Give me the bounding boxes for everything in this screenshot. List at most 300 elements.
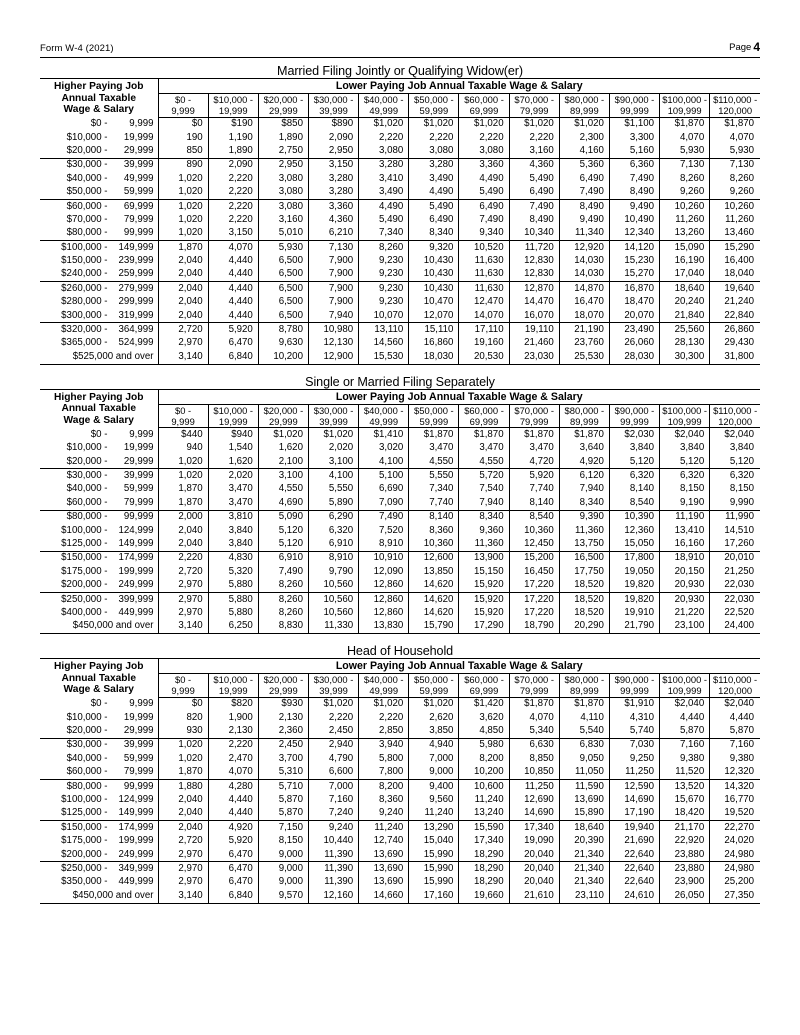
table-banner-row — [40, 659, 760, 674]
table-cell-value: 19,820 — [609, 592, 659, 606]
table-cell-value: 2,040 — [158, 255, 208, 268]
table-cell-value: $2,030 — [609, 428, 659, 442]
row-bracket-upper: 99,999 — [123, 780, 154, 792]
bracket-upper: 9,999 — [171, 415, 195, 427]
table-cell-value: 19,160 — [459, 337, 509, 350]
row-bracket-upper: 19,999 — [123, 442, 154, 454]
table-cell-value: 7,130 — [729, 159, 755, 171]
bracket-lower: $30,000 - — [313, 674, 354, 686]
table-cell-value: 3,850 — [409, 724, 459, 738]
row-header-bracket — [40, 199, 158, 213]
table-cell-value: 3,150 — [308, 158, 358, 172]
table-cell-value: 2,720 — [158, 565, 208, 578]
table-cell-value: 940 — [158, 442, 208, 455]
table-cell-value: 23,880 — [660, 862, 710, 876]
table-cell-value: 8,780 — [258, 323, 308, 337]
table-cell-value: 19,110 — [509, 323, 559, 337]
table-cell-value: 7,900 — [308, 268, 358, 282]
table-cell-value: 21,460 — [509, 337, 559, 350]
table-cell-value: 25,560 — [660, 323, 710, 337]
table-cell-value: 12,860 — [359, 606, 409, 619]
table-cell-value: 4,490 — [359, 199, 409, 213]
table-cell-value: 10,260 — [724, 200, 755, 212]
column-header-bracket — [559, 94, 609, 118]
table-row — [40, 835, 760, 848]
table-cell-value: 22,640 — [609, 848, 659, 862]
table-cell-value: 20,150 — [660, 565, 710, 578]
column-header-bracket — [308, 94, 358, 118]
table-cell-value: $2,040 — [724, 428, 755, 440]
bracket-lower: $80,000 - — [564, 404, 605, 416]
table-cell-value: 3,080 — [258, 172, 308, 185]
table-cell-value: 5,870 — [660, 724, 710, 738]
table-cell-value: 930 — [158, 724, 208, 738]
table-cell-value: $1,020 — [359, 697, 409, 711]
table-cell-value: 18,040 — [710, 268, 760, 282]
wage-bracket-table — [40, 644, 760, 903]
table-cell-value: 1,020 — [158, 172, 208, 185]
bracket-lower: $70,000 - — [514, 674, 554, 686]
row-bracket-lower: $100,000 - — [61, 794, 108, 805]
bracket-upper: 59,999 — [419, 415, 449, 427]
table-cell-value: 9,490 — [609, 199, 659, 213]
table-cell-value: 15,790 — [409, 620, 459, 634]
table-cell-value: $2,040 — [660, 697, 710, 711]
table-cell-value: 15,920 — [459, 592, 509, 606]
table-cell-value: 1,020 — [158, 738, 208, 752]
table-cell-value: 12,340 — [609, 227, 659, 241]
table-cell-value: 6,470 — [208, 862, 258, 876]
table-cell-value: 13,520 — [660, 780, 710, 794]
row-bracket-upper: 449,999 — [118, 606, 154, 618]
table-cell-value: 16,070 — [509, 309, 559, 323]
row-header-bracket — [40, 350, 158, 364]
table-cell-value: 10,850 — [509, 766, 559, 780]
table-cell-value: 18,290 — [459, 862, 509, 876]
table-cell-value: 3,020 — [359, 442, 409, 455]
row-bracket-lower: $0 - — [90, 428, 108, 440]
table-cell-value: 7,030 — [609, 738, 659, 752]
row-bracket-label: $450,000 and over — [72, 889, 154, 901]
table-cell-value: 8,360 — [409, 524, 459, 537]
bracket-upper: 49,999 — [369, 685, 399, 697]
table-cell-value: 20,010 — [724, 552, 755, 564]
table-cell-value: 11,050 — [559, 766, 609, 780]
table-cell-value: 4,690 — [258, 496, 308, 510]
row-bracket-upper: 29,999 — [123, 144, 154, 156]
table-cell-value: $1,020 — [258, 428, 308, 442]
table-row — [40, 282, 760, 296]
page-label: Page — [729, 42, 752, 53]
row-bracket-upper: 124,999 — [118, 524, 154, 536]
table-cell-value: 9,260 — [660, 186, 710, 200]
table-cell-value: 7,160 — [308, 793, 358, 806]
bracket-upper: 19,999 — [218, 105, 248, 117]
table-cell-value: 9,230 — [359, 296, 409, 309]
table-cell-value: 15,990 — [409, 862, 459, 876]
row-bracket-lower: $150,000 - — [61, 552, 108, 564]
table-cell-value: 21,170 — [660, 821, 710, 835]
bracket-upper: 19,999 — [218, 685, 248, 697]
row-bracket-upper: 199,999 — [118, 835, 154, 847]
table-cell-value: 8,260 — [660, 172, 710, 185]
table-cell-value: 23,100 — [660, 620, 710, 634]
table-row — [40, 323, 760, 337]
table-cell-value: 2,470 — [208, 752, 258, 765]
row-axis-header-line-1: Higher Paying Job — [54, 661, 144, 673]
table-cell-value: 15,150 — [459, 565, 509, 578]
table-cell-value: 14,120 — [609, 241, 659, 255]
bracket-lower: $60,000 - — [464, 94, 504, 105]
row-bracket-upper: 99,999 — [123, 511, 154, 523]
bracket-upper: 89,999 — [569, 415, 599, 427]
bracket-lower: $110,000 - — [713, 674, 758, 686]
table-cell-value: 2,220 — [208, 199, 258, 213]
table-cell-value: 3,470 — [459, 442, 509, 455]
column-header-bracket — [459, 674, 509, 698]
table-cell-value: 19,520 — [710, 807, 760, 821]
row-bracket-lower: $30,000 - — [66, 739, 108, 751]
table-cell-value: 2,720 — [158, 835, 208, 848]
table-cell-value: 13,110 — [359, 323, 409, 337]
table-cell-value: 4,550 — [409, 455, 459, 469]
row-bracket-lower: $280,000 - — [61, 296, 108, 308]
column-axis-header: Lower Paying Job Annual Taxable Wage & Salary — [158, 79, 760, 94]
table-cell-value: 18,640 — [559, 821, 609, 835]
table-cell-value: 13,690 — [559, 793, 609, 806]
table-cell-value: 21,790 — [609, 620, 659, 634]
table-cell-value: 5,710 — [258, 780, 308, 794]
row-bracket-lower: $150,000 - — [61, 255, 108, 267]
table-cell-value: 9,560 — [409, 793, 459, 806]
row-bracket-upper: 39,999 — [123, 739, 154, 751]
table-cell-value: 11,360 — [459, 537, 509, 551]
row-header-bracket — [40, 697, 158, 711]
table-cell-value: $1,870 — [559, 428, 609, 442]
table-cell-value: 3,280 — [308, 172, 358, 185]
row-bracket-lower: $20,000 - — [66, 725, 108, 737]
row-axis-header-line-2: Annual Taxable — [61, 92, 137, 104]
table-cell-value: 16,770 — [724, 794, 754, 805]
bracket-lower: $0 - — [175, 94, 192, 105]
table-cell-value: 8,540 — [609, 496, 659, 510]
table-cell-value: $1,020 — [459, 117, 509, 131]
table-cell-value: 2,220 — [359, 131, 409, 144]
table-cell-value: 4,920 — [208, 821, 258, 835]
bracket-upper: 79,999 — [519, 415, 549, 427]
table-cell-value: 2,620 — [409, 711, 459, 724]
form-identifier: Form W-4 (2021) — [40, 43, 114, 54]
row-header-bracket — [40, 889, 158, 903]
table-cell-value: 9,000 — [258, 848, 308, 862]
table-cell-value: 3,470 — [509, 442, 559, 455]
table-cell-value: 12,690 — [509, 793, 559, 806]
table-cell-value: 2,040 — [158, 309, 208, 323]
table-cell-value: 17,220 — [509, 579, 559, 593]
tax-table-2 — [40, 375, 760, 634]
table-cell-value: 7,540 — [459, 483, 509, 496]
table-cell-value: 3,140 — [158, 350, 208, 364]
table-cell-value: 2,040 — [158, 524, 208, 537]
table-cell-value: 5,870 — [258, 807, 308, 821]
row-header-bracket — [40, 172, 158, 185]
table-cell-value: 17,190 — [609, 807, 659, 821]
table-cell-value: 21,340 — [559, 876, 609, 889]
table-cell-value: 11,330 — [308, 620, 358, 634]
row-header-bracket — [40, 537, 158, 551]
table-cell-value: 8,150 — [729, 483, 755, 495]
table-cell-value: 7,490 — [258, 565, 308, 578]
table-cell-value: 14,870 — [559, 282, 609, 296]
table-row — [40, 862, 760, 876]
row-header-bracket — [40, 268, 158, 282]
table-cell-value: 7,150 — [258, 821, 308, 835]
bracket-lower: $100,000 - — [662, 404, 708, 416]
table-cell-value: 6,290 — [308, 510, 358, 524]
table-cell-value: 20,390 — [559, 835, 609, 848]
table-cell-value: 6,840 — [208, 889, 258, 903]
table-cell-value: 6,320 — [609, 469, 659, 483]
table-cell-value: 17,220 — [509, 606, 559, 619]
table-cell-value: 10,470 — [409, 296, 459, 309]
table-cell-value: 24,980 — [710, 848, 760, 862]
bracket-upper: 39,999 — [319, 415, 348, 427]
table-cell-value: 17,160 — [409, 889, 459, 903]
row-bracket-upper: 524,999 — [118, 337, 154, 349]
bracket-lower: $50,000 - — [414, 404, 454, 416]
table-cell-value: 2,970 — [158, 862, 208, 876]
row-bracket-upper: 249,999 — [118, 579, 154, 591]
table-cell-value: 24,400 — [710, 620, 760, 634]
table-cell-value: 5,120 — [609, 455, 659, 469]
row-axis-header — [40, 79, 158, 118]
table-cell-value: 20,040 — [509, 848, 559, 862]
table-cell-value: 17,340 — [509, 821, 559, 835]
table-row — [40, 510, 760, 524]
table-cell-value: $1,020 — [559, 117, 609, 131]
table-cell-value: 4,070 — [660, 131, 710, 144]
table-cell-value: 2,950 — [258, 158, 308, 172]
row-axis-header-line-1: Higher Paying Job — [54, 81, 144, 93]
column-header-bracket — [409, 674, 459, 698]
table-row — [40, 724, 760, 738]
table-cell-value: 11,990 — [725, 511, 755, 523]
row-bracket-upper: 49,999 — [123, 172, 154, 184]
row-bracket-lower: $80,000 - — [66, 780, 108, 792]
table-cell-value: 11,590 — [559, 780, 609, 794]
bracket-lower: $0 - — [175, 404, 192, 416]
table-cell-value: 4,310 — [609, 711, 659, 724]
row-bracket-lower: $20,000 - — [66, 144, 108, 156]
table-cell-value: 10,440 — [308, 835, 358, 848]
table-cell-value: 5,920 — [208, 835, 258, 848]
row-header-bracket — [40, 309, 158, 323]
bracket-lower: $70,000 - — [514, 94, 554, 105]
table-cell-value: 4,440 — [208, 807, 258, 821]
bracket-upper: 29,999 — [269, 105, 298, 117]
table-cell-value: 5,890 — [308, 496, 358, 510]
row-bracket-upper: 149,999 — [118, 807, 154, 819]
table-cell-value: 15,920 — [459, 579, 509, 593]
table-cell-value: 13,690 — [359, 862, 409, 876]
wage-bracket-table — [40, 64, 760, 365]
table-cell-value: 8,490 — [509, 213, 559, 226]
table-cell-value: 4,070 — [729, 131, 755, 143]
table-cell-value: 3,410 — [359, 172, 409, 185]
table-cell-value: 2,220 — [208, 186, 258, 200]
table-cell-value: 12,830 — [509, 255, 559, 268]
table-cell-value: 3,360 — [308, 199, 358, 213]
row-bracket-upper: 449,999 — [118, 876, 154, 888]
table-cell-value: 5,310 — [258, 766, 308, 780]
table-cell-value: 7,000 — [308, 780, 358, 794]
table-cell-value: 4,360 — [308, 213, 358, 226]
table-cell-value: 17,260 — [710, 537, 760, 551]
row-bracket-upper: 239,999 — [118, 255, 154, 267]
table-row — [40, 620, 760, 634]
table-cell-value: 10,430 — [409, 282, 459, 296]
table-cell-value: 24,610 — [609, 889, 659, 903]
bracket-upper: 9,999 — [171, 685, 195, 697]
bracket-upper: 99,999 — [620, 685, 649, 697]
table-cell-value: 1,020 — [158, 213, 208, 226]
row-bracket-lower: $40,000 - — [66, 752, 108, 764]
table-cell-value: 12,900 — [308, 350, 358, 364]
table-cell-value: 4,490 — [409, 186, 459, 200]
table-cell-value: 6,490 — [459, 199, 509, 213]
bracket-lower: $90,000 - — [614, 94, 655, 105]
bracket-lower: $100,000 - — [662, 94, 708, 105]
table-cell-value: 8,340 — [459, 510, 509, 524]
table-cell-value: 3,280 — [359, 158, 409, 172]
table-cell-value: 7,490 — [609, 172, 659, 185]
row-bracket-lower: $10,000 - — [66, 442, 108, 454]
table-cell-value: 11,340 — [559, 227, 609, 241]
table-cell-value: 3,620 — [459, 711, 509, 724]
table-cell-value: 1,870 — [158, 496, 208, 510]
table-cell-value: 2,020 — [308, 442, 358, 455]
bracket-upper: 29,999 — [269, 415, 298, 427]
table-cell-value: 7,160 — [729, 739, 754, 751]
column-header-bracket — [710, 674, 760, 698]
table-cell-value: 3,490 — [359, 186, 409, 200]
table-cell-value: 6,250 — [208, 620, 258, 634]
table-row — [40, 131, 760, 144]
table-cell-value: $1,870 — [559, 697, 609, 711]
table-cell-value: 1,890 — [258, 131, 308, 144]
table-cell-value: $2,040 — [724, 698, 754, 710]
table-cell-value: 11,260 — [725, 213, 755, 225]
table-cell-value: 3,360 — [459, 158, 509, 172]
table-cell-value: 15,040 — [409, 835, 459, 848]
table-cell-value: 21,340 — [559, 862, 609, 876]
row-axis-header-line-3: Wage & Salary — [63, 684, 134, 696]
table-cell-value: 190 — [158, 131, 208, 144]
bracket-upper: 89,999 — [569, 685, 599, 697]
row-bracket-upper: 319,999 — [118, 309, 154, 321]
table-cell-value: 7,740 — [509, 483, 559, 496]
table-cell-value: 20,070 — [609, 309, 659, 323]
table-cell-value: 5,930 — [710, 144, 760, 158]
table-cell-value: 23,490 — [609, 323, 659, 337]
column-header-bracket — [359, 94, 409, 118]
table-cell-value: 17,220 — [509, 592, 559, 606]
table-cell-value: 6,500 — [258, 296, 308, 309]
row-header-bracket — [40, 835, 158, 848]
table-cell-value: 5,490 — [359, 213, 409, 226]
table-cell-value: 18,640 — [660, 282, 710, 296]
row-header-bracket — [40, 483, 158, 496]
table-cell-value: 1,190 — [208, 131, 258, 144]
table-cell-value: 5,740 — [609, 724, 659, 738]
table-row — [40, 876, 760, 889]
bracket-lower: $50,000 - — [414, 94, 454, 105]
table-cell-value: 6,500 — [258, 309, 308, 323]
table-cell-value: 2,300 — [559, 131, 609, 144]
table-cell-value: 850 — [158, 144, 208, 158]
table-cell-value: 2,450 — [308, 724, 358, 738]
bracket-upper: 69,999 — [469, 105, 499, 117]
column-header-bracket — [509, 94, 559, 118]
row-header-bracket — [40, 848, 158, 862]
table-cell-value: 4,790 — [308, 752, 358, 765]
table-cell-value: 2,100 — [258, 455, 308, 469]
table-cell-value: 8,140 — [609, 483, 659, 496]
page-indicator — [729, 40, 760, 54]
table-cell-value: 5,120 — [258, 537, 308, 551]
table-cell-value: 23,110 — [559, 889, 609, 903]
table-cell-value: 5,980 — [459, 738, 509, 752]
header-rule — [40, 57, 760, 58]
row-bracket-lower: $20,000 - — [66, 455, 108, 467]
table-cell-value: 5,490 — [459, 186, 509, 200]
table-cell-value: 13,830 — [359, 620, 409, 634]
table-cell-value: 9,340 — [459, 227, 509, 241]
table-cell-value: 10,560 — [308, 579, 358, 593]
table-cell-value: 12,920 — [559, 241, 609, 255]
table-cell-value: $1,870 — [509, 428, 559, 442]
column-header-bracket — [660, 94, 710, 118]
table-cell-value: 4,720 — [509, 455, 559, 469]
table-cell-value: 16,870 — [609, 282, 659, 296]
column-header-bracket — [710, 94, 760, 118]
table-cell-value: 11,360 — [559, 524, 609, 537]
column-header-bracket — [158, 94, 208, 118]
table-cell-value: 6,360 — [609, 158, 659, 172]
table-cell-value: 5,880 — [208, 579, 258, 593]
row-header-bracket — [40, 213, 158, 226]
table-cell-value: 17,340 — [459, 835, 509, 848]
table-cell-value: 2,130 — [258, 711, 308, 724]
bracket-lower: $10,000 - — [213, 94, 254, 105]
table-cell-value: $1,910 — [609, 697, 659, 711]
table-cell-value: 5,880 — [208, 606, 258, 619]
table-cell-value: 2,090 — [208, 158, 258, 172]
table-cell-value: $820 — [208, 697, 258, 711]
table-cell-value: 15,530 — [359, 350, 409, 364]
table-cell-value: 7,130 — [660, 158, 710, 172]
table-cell-value: 7,900 — [308, 255, 358, 268]
table-title-row — [40, 644, 760, 659]
table-cell-value: 29,430 — [724, 337, 755, 349]
table-cell-value: 5,010 — [258, 227, 308, 241]
table-cell-value: 8,200 — [359, 780, 409, 794]
table-cell-value: 3,490 — [409, 172, 459, 185]
table-cell-value: $1,020 — [359, 117, 409, 131]
table-cell-value: 14,470 — [509, 296, 559, 309]
row-bracket-lower: $125,000 - — [61, 537, 108, 549]
column-header-bracket — [258, 674, 308, 698]
